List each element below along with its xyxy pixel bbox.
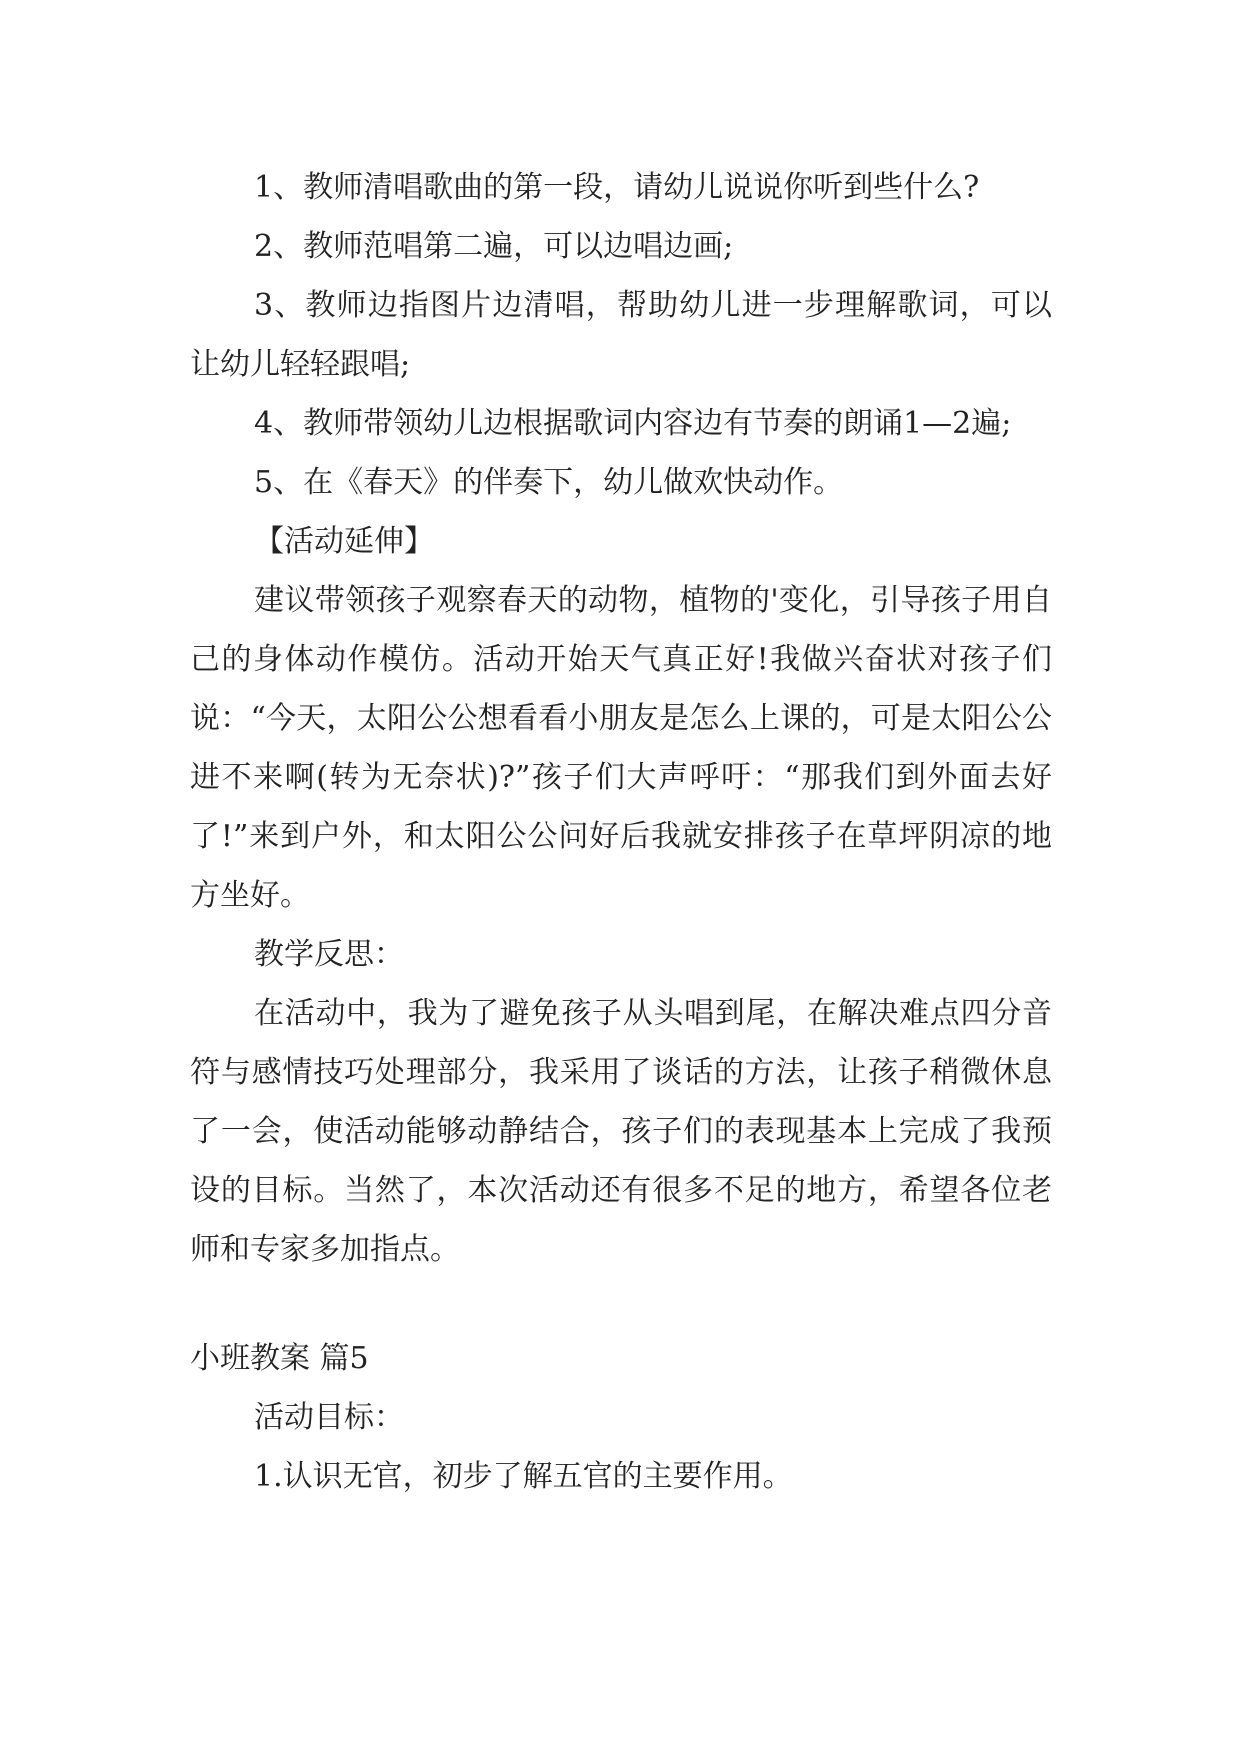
document-page xyxy=(190,158,1052,1506)
step-5-paragraph: 5、在《春天》的伴奏下，幼儿做欢快动作。 xyxy=(254,465,844,500)
activity-extension-paragraph: 建议带领孩子观察春天的动物，植物的'变化，引导孩子用自己的身体动作模仿。活动开始天气真正好!我做兴奋状对孩子们说：“今天，太阳公公想看看小朋友是怎么上课的，可是太阳公公进不来啊(转为无奈状)?”孩子们大声呼吁：“那我们到外面去好了!”来到户外，和太阳公公问好后我就安排孩子在草坪阴凉的地方坐好。 xyxy=(190,583,1052,913)
section-title: 小班教案 篇5 xyxy=(190,1341,369,1376)
activity-extension-heading: 【活动延伸】 xyxy=(254,524,434,559)
activity-goals-heading: 活动目标： xyxy=(254,1400,404,1435)
step-3-paragraph: 3、教师边指图片边清唱，帮助幼儿进一步理解歌词，可以让幼儿轻轻跟唱; xyxy=(190,288,1052,382)
section-spacer xyxy=(190,1279,1052,1329)
teaching-reflection-paragraph: 在活动中，我为了避免孩子从头唱到尾，在解决难点四分音符与感情技巧处理部分，我采用了谈话的方法，让孩子稍微休息了一会，使活动能够动静结合，孩子们的表现基本上完成了我预设的目标。当然了，本次活动还有很多不足的地方，希望各位老师和专家多加指点。 xyxy=(190,996,1052,1267)
step-1-paragraph: 1、教师清唱歌曲的第一段，请幼儿说说你听到些什么? xyxy=(254,170,980,205)
step-4-paragraph: 4、教师带领幼儿边根据歌词内容边有节奏的朗诵1—2遍; xyxy=(254,406,1012,441)
step-2-paragraph: 2、教师范唱第二遍，可以边唱边画; xyxy=(254,229,734,264)
teaching-reflection-heading: 教学反思： xyxy=(254,937,404,972)
goal-1-paragraph: 1.认识无官，初步了解五官的主要作用。 xyxy=(254,1459,793,1494)
